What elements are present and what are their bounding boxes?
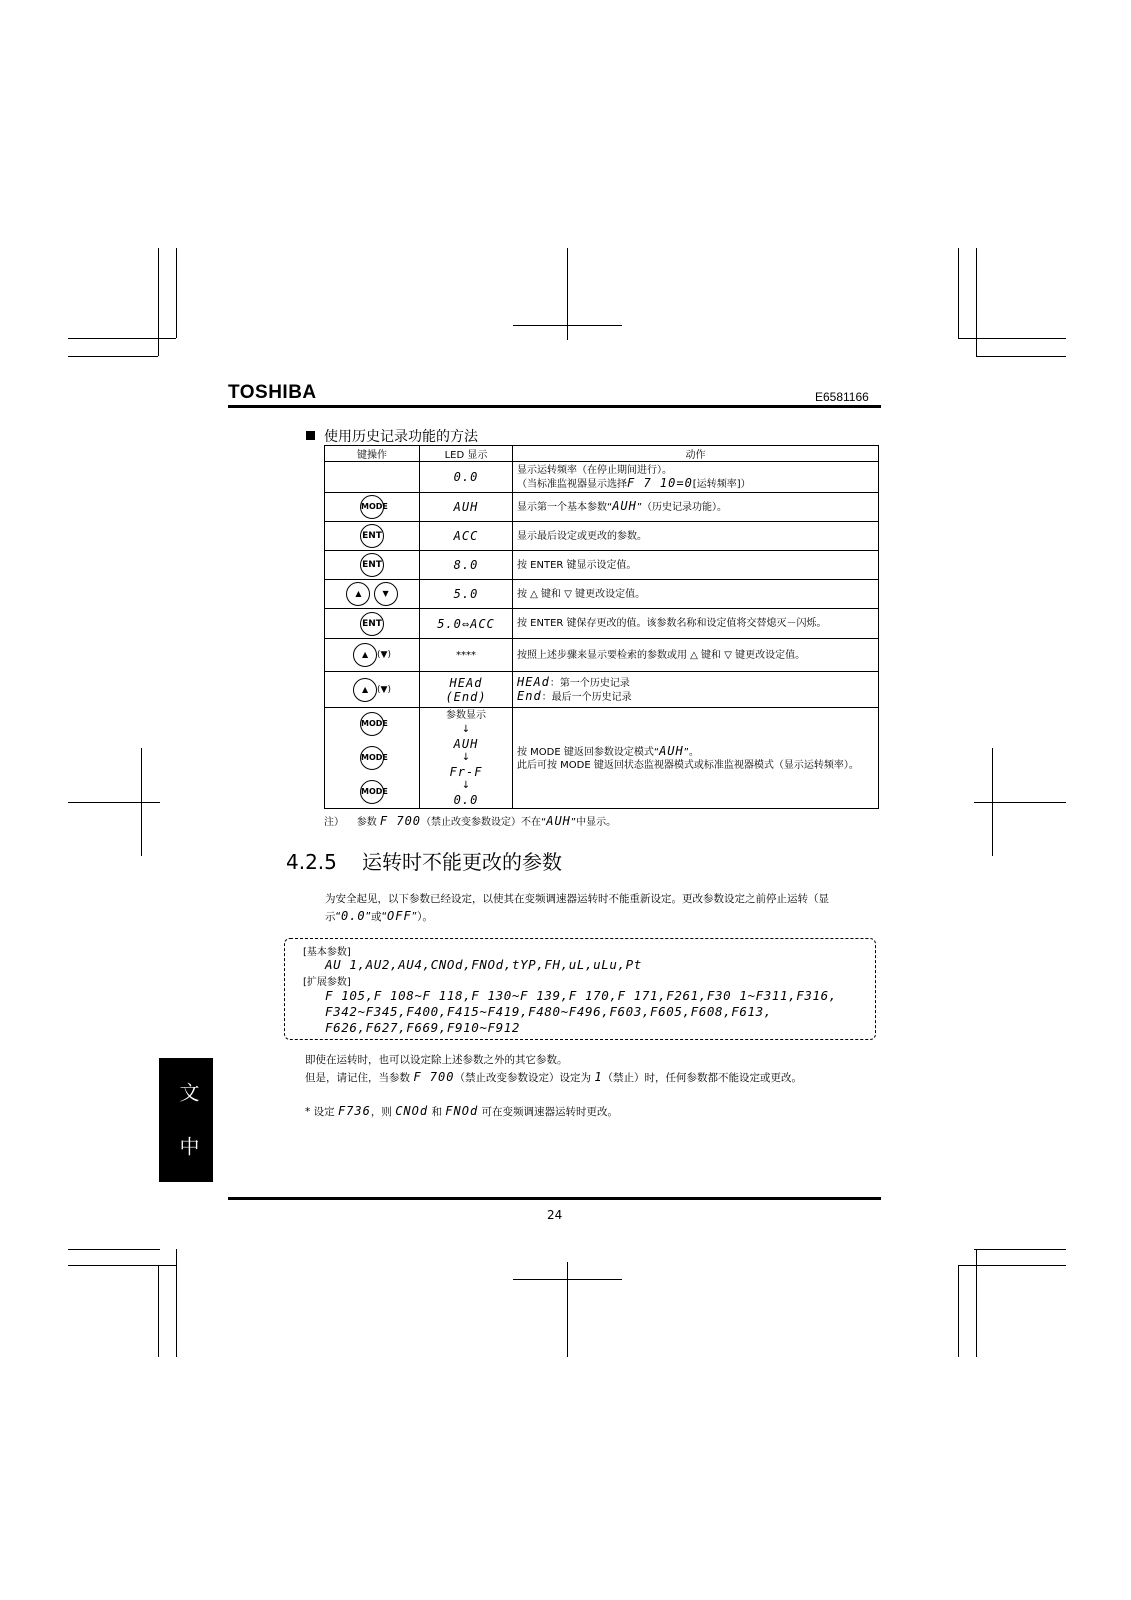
language-side-tab bbox=[159, 1058, 213, 1182]
led-display: AUH bbox=[453, 500, 479, 514]
led-cell bbox=[420, 609, 513, 639]
table-row bbox=[325, 672, 879, 708]
table-row bbox=[325, 522, 879, 551]
enter-key-icon[interactable]: ENT bbox=[360, 553, 384, 577]
procedure-table bbox=[324, 445, 879, 809]
basic-params-label: [基本参数] bbox=[303, 947, 351, 958]
footer-rule bbox=[228, 1197, 881, 1200]
crop-mark bbox=[176, 1249, 177, 1357]
section-heading bbox=[306, 426, 478, 446]
led-display: ACC bbox=[453, 529, 479, 543]
side-tab-char: 文 bbox=[176, 1082, 200, 1102]
led-display: 5.0⇔ACC bbox=[437, 616, 495, 631]
crop-mark bbox=[68, 1265, 176, 1266]
square-bullet-icon bbox=[306, 431, 315, 440]
table-row bbox=[325, 493, 879, 522]
up-key-icon[interactable]: ▲ bbox=[346, 582, 370, 606]
crop-mark bbox=[976, 356, 1066, 357]
enter-key-icon[interactable]: ENT bbox=[360, 524, 384, 548]
header-rule bbox=[228, 405, 881, 408]
side-tab-char: 中 bbox=[176, 1136, 200, 1156]
action-cell: 按 ENTER 键显示设定值。 bbox=[513, 551, 879, 580]
basic-params-list: AU 1,AU2,AU4,CNOd,FNOd,tYP,FH,uL,uLu,Pt bbox=[325, 957, 642, 972]
led-display: AUH bbox=[453, 737, 479, 751]
led-display: **** bbox=[456, 649, 476, 661]
key-cell bbox=[325, 551, 420, 580]
extended-params-line: F 105,F 108~F 118,F 130~F 139,F 170,F 171,F261,F30 1~F311,F316, bbox=[325, 988, 837, 1003]
body-text: 即使在运转时，也可以设定除上述参数之外的其它参数。 bbox=[305, 1054, 568, 1066]
page-number: 24 bbox=[547, 1208, 563, 1222]
crop-mark bbox=[974, 1249, 1066, 1250]
action-cell: 显示第一个基本参数“AUH”（历史记录功能）。 bbox=[513, 493, 879, 522]
extended-params-line: F342~F345,F400,F415~F419,F480~F496,F603,F605,F608,F613, bbox=[325, 1004, 772, 1019]
enter-key-icon[interactable]: ENT bbox=[360, 612, 384, 636]
mode-key-icon[interactable]: MODE bbox=[360, 746, 384, 770]
mode-key-icon[interactable]: MODE bbox=[360, 780, 384, 804]
action-cell: 按照上述步骤来显示要检索的参数或用 △ 键和 ▽ 键更改设定值。 bbox=[513, 639, 879, 672]
crop-mark bbox=[958, 338, 1066, 339]
action-cell bbox=[513, 462, 879, 493]
optional-down-key[interactable]: (▼) bbox=[377, 650, 391, 660]
crop-mark bbox=[158, 248, 159, 356]
section-title: 运转时不能更改的参数 bbox=[362, 850, 562, 874]
table-note: 注） 参数 F 700（禁止改变参数设定）不在“AUH”中显示。 bbox=[324, 814, 617, 828]
body-text: 但是，请记住，当参数 F 700（禁止改变参数设定）设定为 1（禁止）时，任何参数都不能设定或更改。 bbox=[305, 1070, 803, 1084]
action-cell: HEAd：第一个历史记录 End：最后一个历史记录 bbox=[513, 672, 879, 708]
action-text: （当标准监视器显示选择F 7 10=0[运转频率]） bbox=[517, 475, 751, 490]
toshiba-logo: TOSHIBA bbox=[228, 382, 317, 403]
led-display: 0.0 bbox=[453, 470, 479, 484]
extended-params-line: F626,F627,F669,F910~F912 bbox=[325, 1020, 521, 1035]
key-cell bbox=[325, 609, 420, 639]
body-text: * 设定 F736，则 CNOd 和 FNOd 可在变频调速器运转时更改。 bbox=[305, 1104, 619, 1118]
table-row bbox=[325, 708, 879, 809]
arrow-down-icon: ↓ bbox=[461, 724, 471, 735]
section-heading-425 bbox=[286, 846, 562, 875]
key-cell bbox=[325, 708, 420, 809]
column-header: 动作 bbox=[513, 446, 879, 462]
led-cell bbox=[420, 580, 513, 609]
document-number: E6581166 bbox=[815, 390, 869, 404]
extended-params-label: [扩展参数] bbox=[303, 977, 351, 988]
down-key-icon[interactable]: ▼ bbox=[374, 582, 398, 606]
action-cell: 按 MODE 键返回参数设定模式“AUH”。 此后可按 MODE 键返回状态监视器模式或标准监视器模式（显示运转频率）。 bbox=[513, 708, 879, 809]
led-cell bbox=[420, 522, 513, 551]
led-cell bbox=[420, 551, 513, 580]
crop-mark bbox=[958, 1265, 959, 1357]
table-row bbox=[325, 639, 879, 672]
crop-mark bbox=[567, 1262, 568, 1357]
table-row bbox=[325, 551, 879, 580]
led-caption: 参数显示 bbox=[446, 710, 486, 721]
crop-mark bbox=[567, 248, 568, 340]
action-cell: 显示最后设定或更改的参数。 bbox=[513, 522, 879, 551]
table-row bbox=[325, 609, 879, 639]
key-cell bbox=[325, 672, 420, 708]
column-header: 键操作 bbox=[325, 446, 420, 462]
up-key-icon[interactable]: ▲ bbox=[353, 678, 377, 702]
mode-key-icon[interactable]: MODE bbox=[360, 495, 384, 519]
led-display: 5.0 bbox=[453, 587, 479, 601]
crop-mark bbox=[68, 356, 158, 357]
crop-mark bbox=[68, 802, 160, 803]
column-header: LED 显示 bbox=[420, 446, 513, 462]
table-header-row bbox=[325, 446, 879, 462]
led-cell bbox=[420, 672, 513, 708]
section-heading-text: 使用历史记录功能的方法 bbox=[324, 429, 478, 445]
arrow-down-icon: ↓ bbox=[461, 780, 471, 791]
crop-mark bbox=[958, 1265, 1066, 1266]
table-row bbox=[325, 462, 879, 493]
parameter-list-box bbox=[284, 938, 876, 1040]
mode-key-icon[interactable]: MODE bbox=[360, 712, 384, 736]
crop-mark bbox=[68, 1249, 160, 1250]
crop-mark bbox=[976, 248, 977, 356]
intro-paragraph: 为安全起见，以下参数已经设定，以使其在变频调速器运转时不能重新设定。更改参数设定之前停止运转（显示“0.0”或“OFF”）。 bbox=[325, 893, 829, 923]
led-cell bbox=[420, 462, 513, 493]
led-cell bbox=[420, 639, 513, 672]
action-cell: 按 ENTER 键保存更改的值。该参数名称和设定值将交替熄灭－闪烁。 bbox=[513, 609, 879, 639]
crop-mark bbox=[976, 1249, 977, 1357]
led-display: 8.0 bbox=[453, 558, 479, 572]
key-cell bbox=[325, 580, 420, 609]
crop-mark bbox=[513, 325, 622, 326]
led-display: Fr-F bbox=[449, 765, 483, 779]
led-display: HEAd bbox=[449, 675, 483, 690]
led-display: (End) bbox=[445, 689, 487, 704]
action-text: 显示运转频率（在停止期间进行）。 bbox=[517, 464, 672, 476]
crop-mark bbox=[68, 338, 176, 339]
crop-mark bbox=[158, 1265, 159, 1357]
key-cell bbox=[325, 462, 420, 493]
key-cell bbox=[325, 493, 420, 522]
key-cell bbox=[325, 522, 420, 551]
crop-mark bbox=[176, 248, 177, 338]
crop-mark bbox=[974, 802, 1066, 803]
arrow-down-icon: ↓ bbox=[461, 752, 471, 763]
led-display: 0.0 bbox=[453, 793, 479, 807]
key-cell bbox=[325, 639, 420, 672]
up-key-icon[interactable]: ▲ bbox=[353, 643, 377, 667]
led-cell bbox=[420, 493, 513, 522]
action-cell: 按 △ 键和 ▽ 键更改设定值。 bbox=[513, 580, 879, 609]
crop-mark bbox=[958, 248, 959, 338]
table-row bbox=[325, 580, 879, 609]
led-cell bbox=[420, 708, 513, 809]
section-number: 4.2.5 bbox=[286, 850, 337, 874]
optional-down-key[interactable]: (▼) bbox=[377, 684, 391, 695]
